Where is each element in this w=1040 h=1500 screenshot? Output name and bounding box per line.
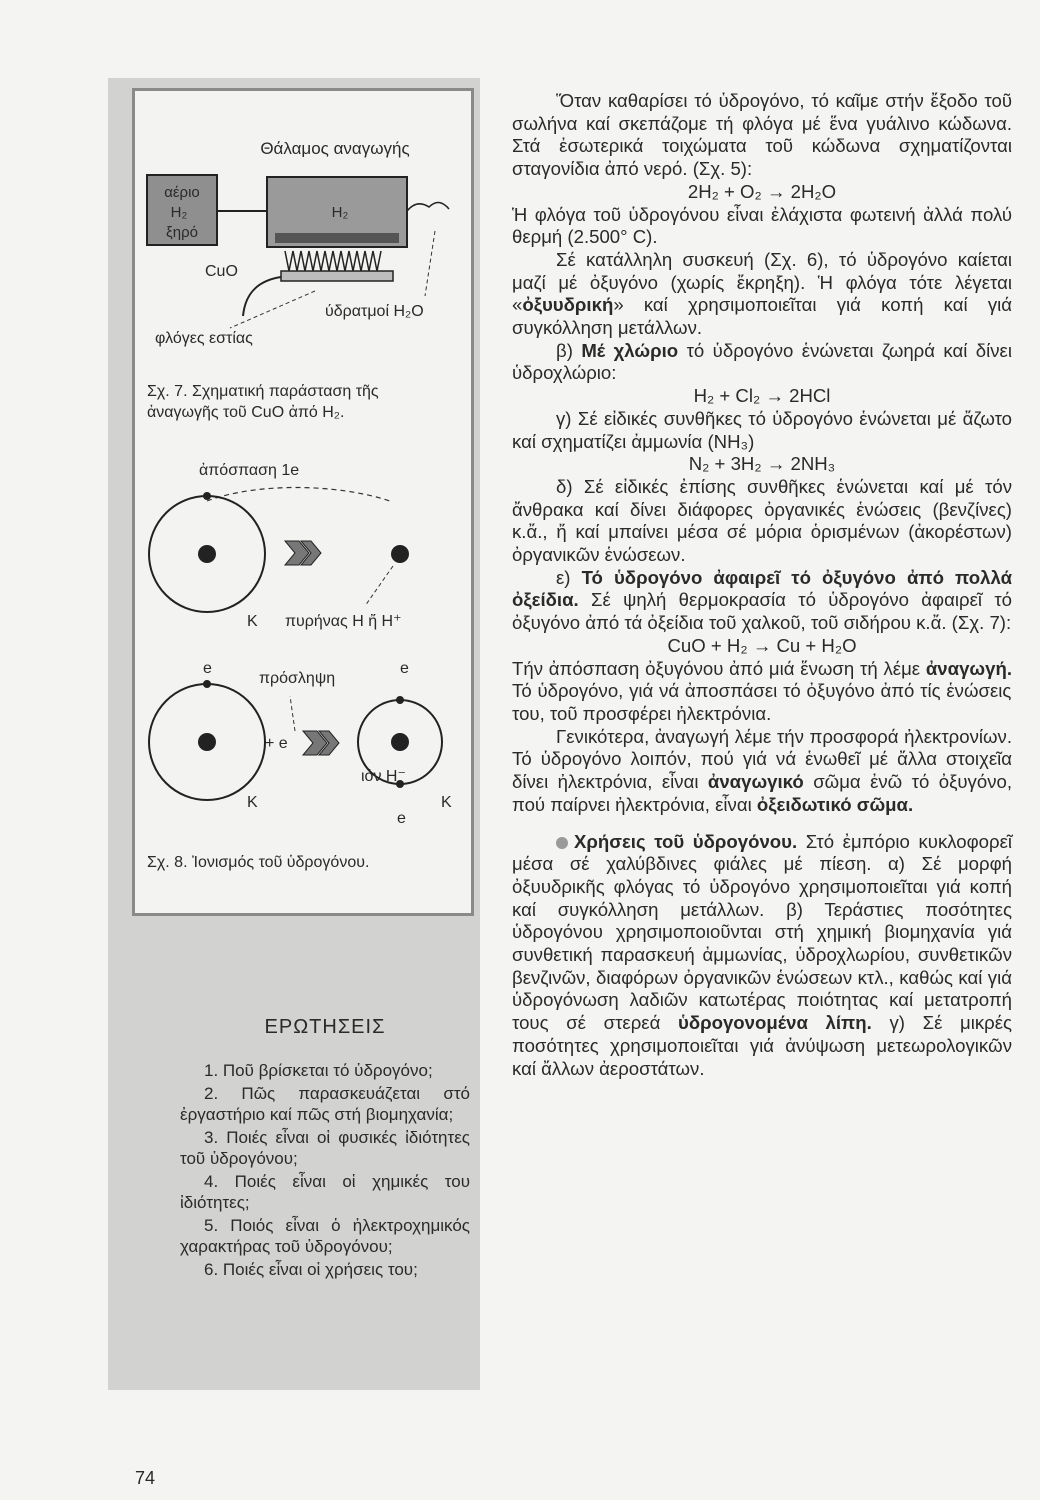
paragraph-chlorine	[512, 340, 1012, 385]
figure-7	[147, 139, 449, 421]
fig8-ion-label: ιόν H⁻	[361, 768, 406, 785]
fig7-gas-line1: αέριο	[164, 184, 200, 201]
fig8-e3: e	[397, 810, 406, 827]
paragraph-combustion: Ὅταν καθαρίσει τό ὑδρογόνο, τό καῖμε στήν ἔξοδο τοῦ σωλήνα καί σκεπάζομε τή φλόγα μέ ἕνα γυάλινο κώδωνα. Στά ἐσωτερικά τοιχώματα τοῦ κώδωνα σχηματίζονται σταγονίδια ἀπό νερό. (Σχ. 5):	[512, 90, 1012, 180]
fig8-k3: K	[441, 794, 452, 811]
fig8-k2: K	[247, 794, 258, 811]
bare-nucleus	[391, 545, 409, 563]
bold-term: ἀναγωγικό	[707, 771, 804, 793]
fig7-h2-inside: H₂	[331, 204, 349, 221]
page-number: 74	[135, 1468, 156, 1488]
fig8-plus-e: + e	[265, 735, 288, 752]
question-item: 6. Ποιές εἶναι οἱ χρήσεις του;	[204, 1260, 418, 1279]
paragraph-carbon: δ) Σέ εἰδικές ἐπίσης συνθῆκες ἑνώνεται καί μέ τόν ἄνθρακα καί δίνει διάφορες ὀργανικές ἑνώσεις (βενζίνες) κ.ἄ., ἤ καί μπαίνει μέσα σέ μόρια ὁρισμένων (ἀκορέστων) ὀργανικῶν ἑνώσεων.	[512, 475, 1012, 566]
fig8-e2: e	[400, 660, 409, 677]
fig8-e1: e	[203, 660, 212, 677]
bold-term: Χρήσεις τοῦ ὑδρογόνου.	[574, 830, 798, 852]
fig7-vapor-label: ύδρατμοί H₂O	[325, 303, 424, 320]
figures-svg	[135, 91, 474, 916]
reaction-arrow-1	[285, 541, 321, 565]
capture-pointer	[290, 696, 295, 731]
equation-hcl: H₂ + Cl₂ → 2HCl	[693, 385, 831, 407]
paragraph-oxides	[512, 567, 1012, 635]
text-span: β)	[556, 339, 582, 361]
bullet-icon	[556, 837, 568, 849]
paragraph-uses	[512, 831, 1012, 1081]
reaction-arrow-2	[303, 731, 339, 755]
main-text-column	[512, 90, 1012, 1080]
atom-1-electron	[203, 492, 211, 500]
fig7-cuo-label: CuO	[205, 263, 238, 280]
burner	[281, 271, 393, 281]
text-span: ε)	[556, 566, 582, 588]
fig8-nucleus-label: πυρήνας H ἤ H⁺	[285, 613, 402, 630]
paragraph-oxyhydrogen	[512, 249, 1012, 340]
bold-term: ὑδρογονομένα λίπη.	[678, 1012, 872, 1034]
fig7-caption-2: ἀναγωγῆς τοῦ CuO ἀπό H₂.	[147, 404, 345, 421]
bold-term: Τό ὑδρογόνο ἀφαιρεῖ τό ὀξυγόνο ἀπό πολλά ὀξείδια.	[512, 566, 1012, 611]
atom-2-electron	[203, 680, 211, 688]
fig7-title: Θάλαμος αναγωγής	[260, 139, 410, 158]
fig7-caption-1: Σχ. 7. Σχηματική παράσταση τῆς	[147, 383, 379, 400]
equation-cuo: CuO + H₂ → Cu + H₂O	[667, 634, 857, 656]
fig7-gas-line2: H₂	[170, 204, 188, 221]
fig8-removal-label: ἀπόσπαση 1e	[199, 462, 300, 479]
equation-water: 2H₂ + O₂ → 2H₂O	[687, 180, 837, 202]
figure-panel	[132, 88, 474, 916]
question-item: 5. Ποιός εἶναι ὁ ἠλεκτροχημικός χαρακτήρας τοῦ ὑδρογόνου;	[180, 1216, 470, 1256]
paragraph-reducing-agent	[512, 726, 1012, 817]
flames-pointer	[230, 291, 315, 328]
burner-gas-pipe	[243, 277, 281, 316]
fig8-capture-label: πρόσληψη	[259, 670, 336, 687]
questions-heading: ΕΡΩΤΗΣΕΙΣ	[264, 1016, 386, 1038]
text-span: γ) Σέ μικρές ποσότητες χρησιμοποιεῖται γιά ἀνύψωση μετεωρολογικῶν καί ἄλλων ἀεροστάτων.	[512, 1012, 1012, 1079]
bold-term: ἀναγωγή.	[925, 657, 1012, 679]
question-item: 4. Ποιές εἶναι οἱ χημικές του ἰδιότητες;	[180, 1172, 470, 1212]
text-span: τό ὑδρογόνο ἑνώνεται ζωηρά καί δίνει ὑδροχλώριο:	[512, 339, 1012, 384]
atom-2-nucleus	[198, 733, 216, 751]
text-span: Στό ἐμπόριο κυκλοφορεῖ μέσα σέ χαλύβδινες φιάλες μέ πίεση. α) Σέ μορφή ὀξυυδρικῆς φλόγας τό ὑδρογόνο χρησιμοποιεῖται γιά κοπή καί συγκόλληση μετάλλων. β) Τεράστιες ποσότητες ὑδρογόνου χρησιμοποιοῦνται στή χημική βιομηχανία γιά συνθετική παρασκευή ἀμμωνίας, ὑδροχλωρίου, συνθετικῶν βενζινῶν, διαφόρων ὀργανικῶν ἑνώσεων κτλ., καθώς καί γιά ὑδρογόνωση λαδιῶν κατωτέρας ποιότητας καί μετατροπή τους σέ στερεά	[512, 830, 1012, 1034]
text-span: Τήν ἀπόσπαση ὀξυγόνου ἀπό μιά ἕνωση τή λέμε	[512, 657, 926, 679]
paragraph-flame: Ἡ φλόγα τοῦ ὑδρογόνου εἶναι ἐλάχιστα φωτεινή ἀλλά πολύ θερμή (2.500° C).	[512, 203, 1012, 248]
text-span: » καί χρησιμοποιεῖται γιά κοπή καί γιά συγκόλληση μετάλλων.	[512, 294, 1012, 339]
paragraph-reduction	[512, 658, 1012, 726]
text-span: Τό ὑδρογόνο, γιά νά ἀποσπάσει τό ὀξυγόνο ἀπό τίς ἑνώσεις του, τοῦ προσφέρει ἠλεκτρόνια.	[512, 680, 1012, 724]
questions-section	[180, 1017, 470, 1282]
bold-term: ὀξυυδρική	[522, 294, 614, 316]
text-span: Γενικότερα, ἀναγωγή λέμε τήν προσφορά ἠλεκτρονίων. Τό ὑδρογόνο λοιπόν, πού γιά νά ἑνωθεῖ μέ ἄλλα στοιχεῖα δίνει ἠλεκτρόνια, εἶναι	[512, 725, 1012, 793]
removal-arrow	[207, 488, 390, 502]
text-span: Σέ ψηλή θερμοκρασία τό ὑδρογόνο ἀφαιρεῖ τό ὀξυγόνο ἀπό τά ὀξείδια τοῦ χαλκοῦ, τοῦ σιδήρου κ.ἄ. (Σχ. 7):	[512, 589, 1012, 634]
question-item: 3. Ποιές εἶναι οἱ φυσικές ἰδιότητες τοῦ ὑδρογόνου;	[180, 1128, 470, 1168]
cuo-powder	[275, 233, 399, 243]
fig8-k1: K	[247, 613, 258, 630]
vapor-pointer	[425, 231, 435, 296]
fig7-flames-label: φλόγες εστίας	[155, 330, 253, 347]
figure-8	[147, 461, 452, 871]
question-item: 2. Πῶς παρασκευάζεται στό ἐργαστήριο καί πῶς στή βιομηχανία;	[180, 1084, 470, 1124]
ion-electron-top	[396, 696, 404, 704]
steam-puff	[407, 202, 449, 211]
fig8-caption: Σχ. 8. Ἰονισμός τοῦ ὑδρογόνου.	[147, 854, 370, 871]
nucleus-pointer	[365, 566, 393, 606]
atom-1-nucleus	[198, 545, 216, 563]
question-item: 1. Ποῦ βρίσκεται τό ὑδρογόνο;	[204, 1061, 433, 1080]
burner-flames	[285, 251, 381, 271]
bold-term: Μέ χλώριο	[581, 339, 679, 361]
paragraph-nitrogen: γ) Σέ εἰδικές συνθῆκες τό ὑδρογόνο ἑνώνεται μέ ἄζωτο καί σχηματίζει ἀμμωνία (NH₃)	[512, 407, 1012, 452]
bold-term: ὀξειδωτικό σῶμα.	[756, 793, 914, 815]
text-span: σῶμα ἐνῶ τό ὀξυγόνο, πού παίρνει ἠλεκτρόνια, εἶναι	[512, 771, 1013, 815]
text-span: Σέ κατάλληλη συσκευή (Σχ. 6), τό ὑδρογόνο καίεται μαζί μέ ὀξυγόνο (χωρίς ἔκρηξη). Ἡ φλόγα τότε λέγεται «	[512, 248, 1012, 316]
equation-ammonia: N₂ + 3H₂ → 2NH₃	[688, 453, 836, 475]
fig7-gas-line3: ξηρό	[166, 224, 198, 241]
ion-nucleus	[391, 733, 409, 751]
